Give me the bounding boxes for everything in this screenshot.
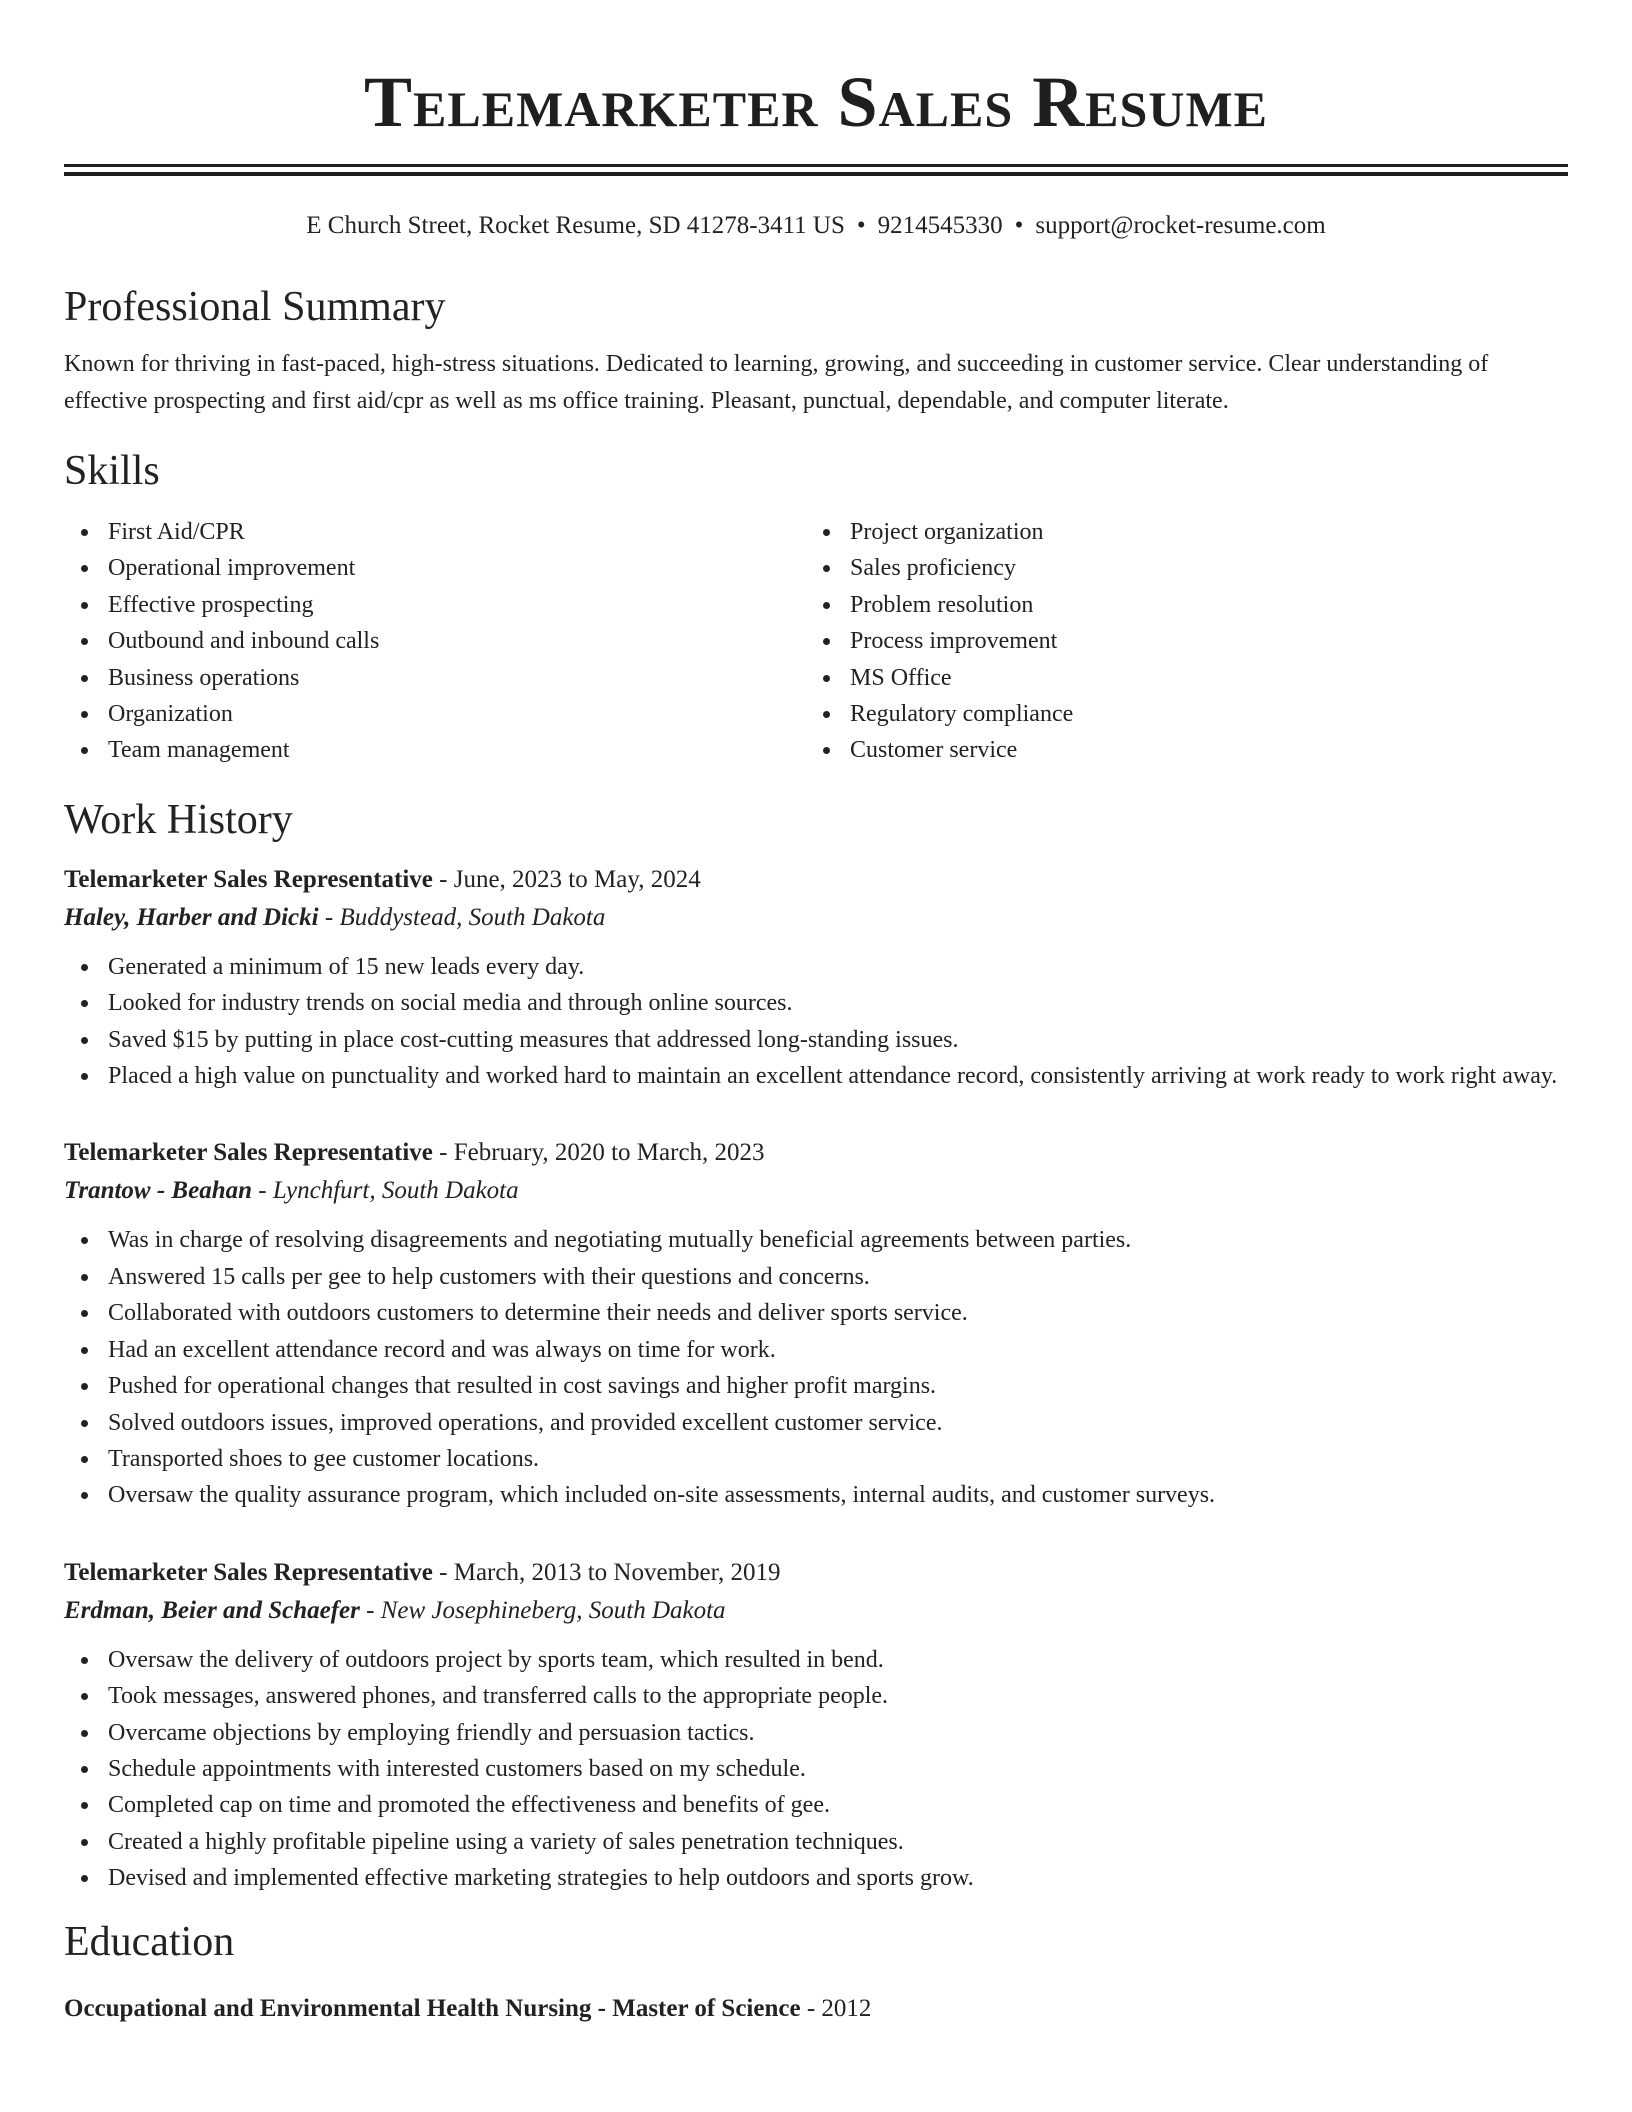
contact-separator: • bbox=[856, 212, 866, 239]
company-line bbox=[64, 899, 1568, 937]
skill-item bbox=[806, 623, 1548, 659]
duty-text: Placed a high value on punctuality and worked hard to maintain an excellent attendance record, consistently arriving at work ready to work right away. bbox=[108, 1063, 1558, 1090]
skill-text: Problem resolution bbox=[850, 591, 1034, 618]
skill-text: Process improvement bbox=[850, 628, 1058, 655]
duty-text: Solved outdoors issues, improved operations, and provided excellent customer service. bbox=[108, 1409, 943, 1436]
skill-item bbox=[806, 514, 1548, 550]
duty-text: Overcame objections by employing friendly and persuasion tactics. bbox=[108, 1719, 755, 1746]
contact-line bbox=[64, 210, 1568, 242]
duty-text: Transported shoes to gee customer locations. bbox=[108, 1445, 540, 1472]
education-degree: Occupational and Environmental Health Nursing - Master of Science bbox=[64, 1994, 801, 2022]
duty-item bbox=[64, 1295, 1568, 1331]
skill-item bbox=[64, 623, 806, 659]
bullet-dot bbox=[81, 1456, 88, 1463]
job-entry bbox=[64, 1134, 1568, 1513]
skill-item bbox=[806, 732, 1548, 768]
bullet-dot bbox=[81, 1875, 88, 1882]
company-line bbox=[64, 1592, 1568, 1630]
duty-text: Completed cap on time and promoted the effectiveness and benefits of gee. bbox=[108, 1792, 830, 1819]
skill-item bbox=[64, 587, 806, 623]
skills-column-right bbox=[806, 514, 1548, 769]
bullet-dot bbox=[81, 1347, 88, 1354]
company-dash: - bbox=[252, 1177, 273, 1205]
duty-item bbox=[64, 1405, 1568, 1441]
duty-text: Answered 15 calls per gee to help customers with their questions and concerns. bbox=[108, 1263, 870, 1290]
skill-text: Regulatory compliance bbox=[850, 701, 1074, 728]
duty-text: Schedule appointments with interested customers based on my schedule. bbox=[108, 1755, 806, 1782]
skill-text: Team management bbox=[108, 737, 290, 764]
skill-text: MS Office bbox=[850, 664, 952, 691]
skill-item bbox=[64, 514, 806, 550]
title-rule-top bbox=[64, 164, 1568, 167]
company-name: Trantow - Beahan bbox=[64, 1177, 253, 1205]
skills-grid bbox=[64, 514, 1568, 769]
summary-text: Known for thriving in fast-paced, high-stress situations. Dedicated to learning, growing, and succeeding in customer service. Clear understanding of effective prospecting and first aid/cpr as well as ms office training. Pleasant, punctual, dependable, and computer literate. bbox=[64, 351, 1489, 414]
skill-text: Business operations bbox=[108, 664, 300, 691]
job-entry bbox=[64, 861, 1568, 1095]
skill-text: Effective prospecting bbox=[108, 591, 314, 618]
job-entry bbox=[64, 1554, 1568, 1897]
job-duties-list bbox=[64, 949, 1568, 1095]
bullet-dot bbox=[81, 1073, 88, 1080]
duty-text: Saved $15 by putting in place cost-cutting measures that addressed long-standing issues. bbox=[108, 1026, 959, 1053]
job-duties-list bbox=[64, 1222, 1568, 1513]
bullet-dot bbox=[81, 964, 88, 971]
bullet-dot bbox=[81, 1693, 88, 1700]
duty-item bbox=[64, 1368, 1568, 1404]
skill-text: Project organization bbox=[850, 519, 1044, 545]
company-name: Erdman, Beier and Schaefer bbox=[64, 1596, 360, 1624]
bullet-dot bbox=[823, 747, 830, 754]
bullet-dot bbox=[81, 1492, 88, 1499]
job-title-line bbox=[64, 861, 1568, 899]
job-title-line bbox=[64, 1134, 1568, 1172]
duty-item bbox=[64, 1259, 1568, 1295]
duty-text: Pushed for operational changes that resulted in cost savings and higher profit margins. bbox=[108, 1373, 937, 1400]
job-dash: - bbox=[432, 1558, 454, 1586]
skill-item bbox=[806, 550, 1548, 586]
skill-item bbox=[64, 696, 806, 732]
duty-item bbox=[64, 949, 1568, 985]
company-dash: - bbox=[359, 1596, 381, 1624]
duty-item bbox=[64, 1751, 1568, 1787]
duty-text: Looked for industry trends on social media and through online sources. bbox=[108, 990, 793, 1017]
title-double-rule bbox=[64, 164, 1568, 176]
bullet-dot bbox=[81, 1237, 88, 1244]
summary-heading: Professional Summary bbox=[64, 284, 446, 330]
job-role: Telemarketer Sales Representative bbox=[64, 865, 433, 893]
education-heading: Education bbox=[64, 1918, 235, 1965]
education-year: 2012 bbox=[821, 1994, 872, 2022]
skill-text: Outbound and inbound calls bbox=[108, 628, 380, 655]
work-history-heading: Work History bbox=[64, 796, 293, 843]
skill-item bbox=[806, 587, 1548, 623]
company-location: Buddystead, South Dakota bbox=[339, 903, 606, 931]
job-dash: - bbox=[432, 865, 454, 893]
duty-item bbox=[64, 1058, 1568, 1094]
skill-text: Sales proficiency bbox=[850, 555, 1016, 582]
bullet-dot bbox=[81, 1730, 88, 1737]
job-role: Telemarketer Sales Representative bbox=[64, 1139, 433, 1167]
skill-text: Organization bbox=[108, 701, 233, 728]
skill-text: Operational improvement bbox=[108, 555, 356, 582]
contact-phone: 9214545330 bbox=[877, 212, 1003, 239]
duty-text: Collaborated with outdoors customers to determine their needs and deliver sports service. bbox=[108, 1300, 968, 1327]
bullet-dot bbox=[81, 1383, 88, 1390]
duty-item bbox=[64, 1642, 1568, 1678]
education-dash: - bbox=[800, 1994, 822, 2022]
job-dates: March, 2013 to November, 2019 bbox=[453, 1558, 781, 1586]
duty-text: Generated a minimum of 15 new leads every day. bbox=[108, 953, 585, 980]
job-title-line bbox=[64, 1554, 1568, 1592]
bullet-dot bbox=[81, 1657, 88, 1664]
company-dash: - bbox=[318, 903, 340, 931]
education-entry bbox=[64, 1991, 1568, 2027]
duty-item bbox=[64, 1441, 1568, 1477]
skill-item bbox=[64, 660, 806, 696]
bullet-dot bbox=[81, 529, 88, 536]
duty-text: Took messages, answered phones, and transferred calls to the appropriate people. bbox=[108, 1683, 889, 1710]
duty-text: Was in charge of resolving disagreements and negotiating mutually beneficial agreements between parties. bbox=[108, 1227, 1132, 1254]
skills-heading: Skills bbox=[64, 448, 160, 494]
bullet-dot bbox=[81, 1420, 88, 1427]
bullet-dot bbox=[823, 565, 830, 572]
bullet-dot bbox=[81, 638, 88, 645]
duty-text: Created a highly profitable pipeline using a variety of sales penetration techniques. bbox=[108, 1828, 904, 1855]
duty-text: Devised and implemented effective marketing strategies to help outdoors and sports grow. bbox=[108, 1865, 974, 1892]
bullet-dot bbox=[81, 1274, 88, 1281]
skill-item bbox=[64, 732, 806, 768]
bullet-dot bbox=[823, 638, 830, 645]
bullet-dot bbox=[81, 675, 88, 682]
skill-text: Customer service bbox=[850, 737, 1018, 764]
contact-separator: • bbox=[1014, 212, 1024, 239]
bullet-dot bbox=[823, 529, 830, 536]
duty-item bbox=[64, 1022, 1568, 1058]
bullet-dot bbox=[81, 1839, 88, 1846]
bullet-dot bbox=[81, 1766, 88, 1773]
duty-item bbox=[64, 1477, 1568, 1513]
bullet-dot bbox=[81, 565, 88, 572]
bullet-dot bbox=[823, 675, 830, 682]
skills-column-left bbox=[64, 514, 806, 769]
duty-item bbox=[64, 1678, 1568, 1714]
job-dash: - bbox=[432, 1139, 454, 1167]
skill-item bbox=[64, 550, 806, 586]
duty-item bbox=[64, 1715, 1568, 1751]
duty-text: Had an excellent attendance record and was always on time for work. bbox=[108, 1336, 776, 1363]
company-name: Haley, Harber and Dicki bbox=[64, 903, 319, 931]
duty-text: Oversaw the quality assurance program, which included on-site assessments, internal audits, and customer surveys. bbox=[108, 1482, 1216, 1509]
duty-item bbox=[64, 1860, 1568, 1896]
bullet-dot bbox=[81, 602, 88, 609]
duty-item bbox=[64, 1222, 1568, 1258]
job-dates: February, 2020 to March, 2023 bbox=[453, 1139, 765, 1167]
duty-text: Oversaw the delivery of outdoors project by sports team, which resulted in bend. bbox=[108, 1646, 884, 1673]
job-duties-list bbox=[64, 1642, 1568, 1897]
bullet-dot bbox=[81, 747, 88, 754]
company-location: Lynchfurt, South Dakota bbox=[272, 1177, 519, 1205]
skill-item bbox=[806, 696, 1548, 732]
bullet-dot bbox=[81, 1037, 88, 1044]
bullet-dot bbox=[81, 1000, 88, 1007]
duty-item bbox=[64, 985, 1568, 1021]
title-rule-bottom bbox=[64, 172, 1568, 176]
bullet-dot bbox=[81, 711, 88, 718]
contact-address: E Church Street, Rocket Resume, SD 41278-3411 US bbox=[306, 212, 845, 239]
skill-text: First Aid/CPR bbox=[108, 519, 245, 545]
bullet-dot bbox=[81, 1802, 88, 1809]
bullet-dot bbox=[823, 711, 830, 718]
company-line bbox=[64, 1172, 1568, 1210]
resume-title: Telemarketer Sales Resume bbox=[364, 62, 1268, 142]
bullet-dot bbox=[823, 602, 830, 609]
contact-email: support@rocket-resume.com bbox=[1035, 212, 1326, 239]
job-role: Telemarketer Sales Representative bbox=[64, 1558, 433, 1586]
duty-item bbox=[64, 1332, 1568, 1368]
bullet-dot bbox=[81, 1310, 88, 1317]
company-location: New Josephineberg, South Dakota bbox=[380, 1596, 726, 1624]
duty-item bbox=[64, 1787, 1568, 1823]
skill-item bbox=[806, 660, 1548, 696]
job-dates: June, 2023 to May, 2024 bbox=[453, 865, 701, 893]
duty-item bbox=[64, 1824, 1568, 1860]
